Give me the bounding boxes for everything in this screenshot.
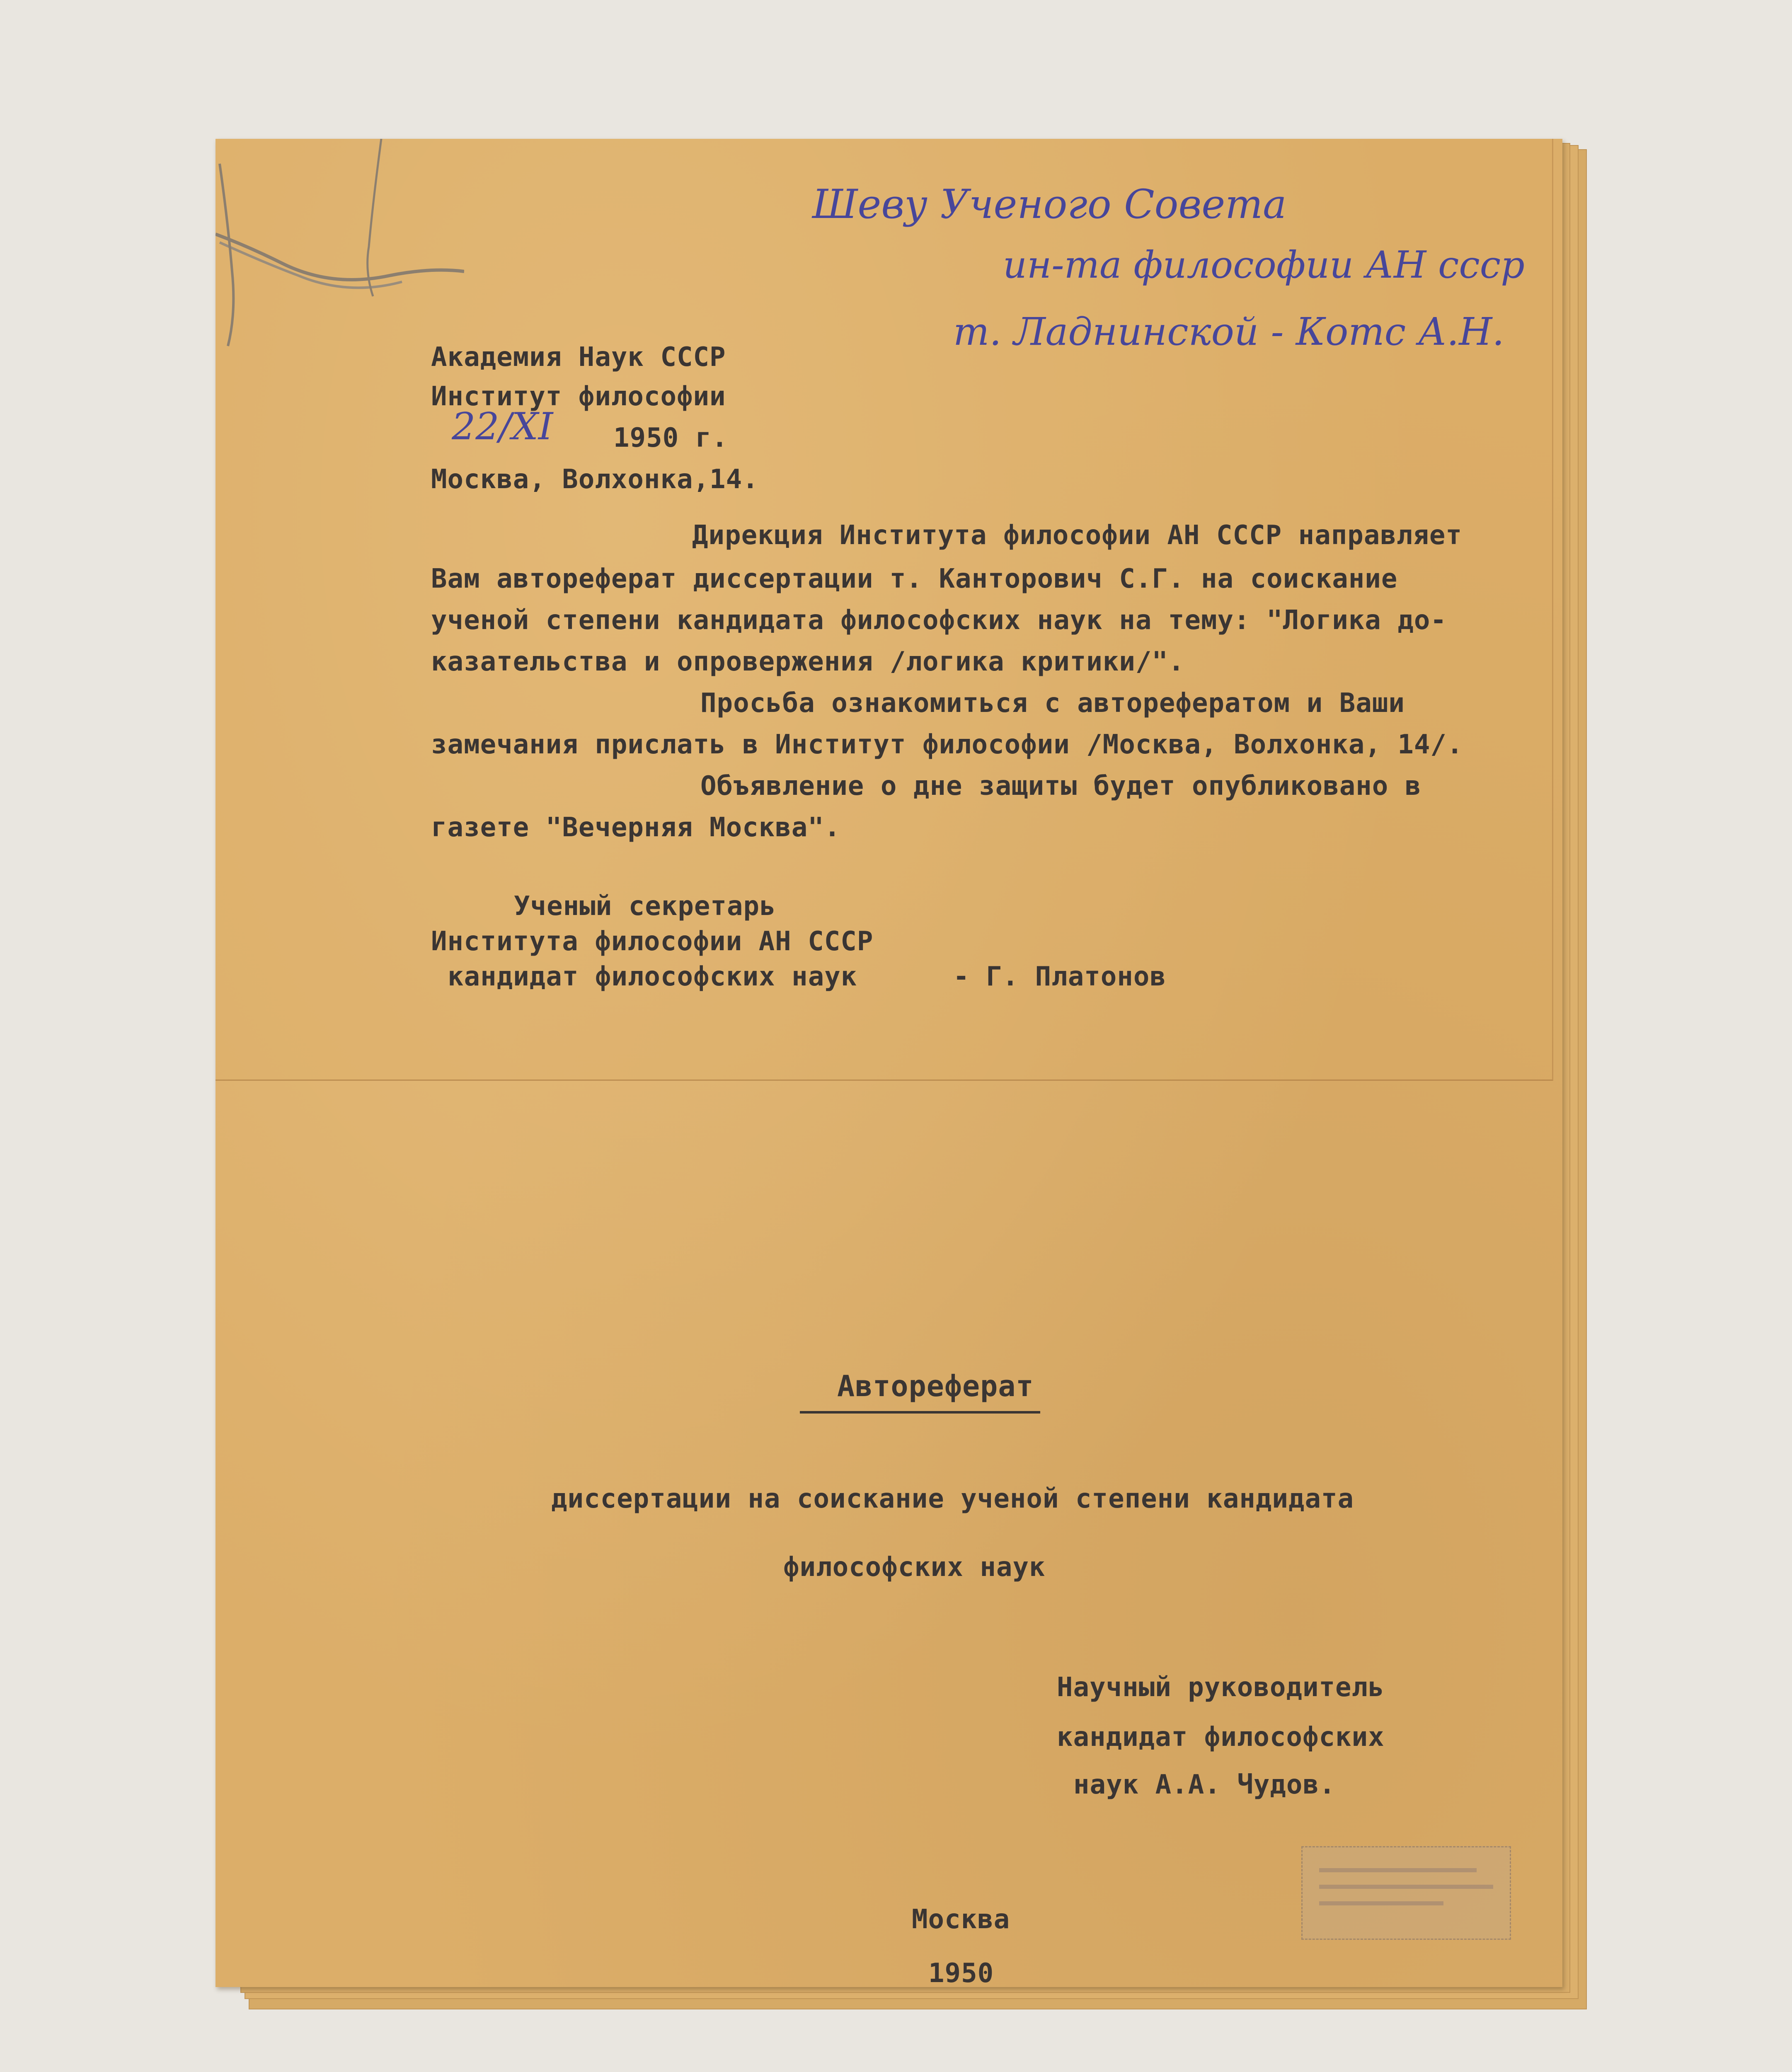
- body-paragraph2-line2: замечания прислать в Институт философии /Москва, Волхонка, 14/.: [431, 729, 1463, 760]
- handwritten-date: 22/XI: [452, 405, 553, 448]
- letterhead-address: Москва, Волхонка,14.: [431, 464, 759, 495]
- body-paragraph3-line1: Объявление о дне защиты будет опубликовано в: [700, 771, 1421, 801]
- cover-subtitle-line2: философских наук: [783, 1552, 1046, 1583]
- cover-advisor-line3: наук А.А. Чудов.: [1073, 1769, 1336, 1800]
- document-page: [216, 139, 1562, 1987]
- cover-year: 1950: [928, 1958, 994, 1989]
- signature-role1: Ученый секретарь: [514, 891, 776, 922]
- binding-string: [216, 139, 464, 354]
- handwritten-addressee-line3: т. Ладнинской - Котс А.Н.: [953, 310, 1504, 354]
- cover-title-underline: [800, 1411, 1040, 1414]
- cover-advisor-line1: Научный руководитель: [1057, 1672, 1385, 1703]
- cover-title: Автореферат: [837, 1369, 1034, 1403]
- letterhead-institute: Институт философии: [431, 381, 726, 412]
- handwritten-addressee-line1: Шеву Ученого Совета: [812, 181, 1287, 228]
- body-paragraph1-line4: казательства и опровержения /логика критики/".: [431, 646, 1185, 677]
- body-paragraph1-line3: ученой степени кандидата философских наук на тему: "Логика до-: [431, 605, 1447, 636]
- letterhead-year: 1950 г.: [613, 423, 728, 453]
- handwritten-addressee-line2: ин-та философии АН ссср: [1003, 243, 1525, 287]
- cover-subtitle-line1: диссертации на соискание ученой степени кандидата: [551, 1484, 1354, 1514]
- body-paragraph1-line2: Вам автореферат диссертации т. Канторович С.Г. на соискание: [431, 564, 1398, 594]
- cover-advisor-line2: кандидат философских: [1057, 1722, 1385, 1752]
- signature-role2: Института философии АН СССР: [431, 926, 874, 957]
- letterhead-academy: Академия Наук СССР: [431, 342, 726, 373]
- body-paragraph2-line1: Просьба ознакомиться с авторефератом и Ваши: [700, 688, 1405, 719]
- body-paragraph1-line1: Дирекция Института философии АН СССР направляет: [692, 520, 1462, 551]
- library-stamp: [1301, 1846, 1511, 1940]
- body-paragraph3-line2: газете "Вечерняя Москва".: [431, 812, 841, 843]
- signature-name: - Г. Платонов: [953, 961, 1166, 992]
- signature-role3: кандидат философских наук: [448, 961, 857, 992]
- cover-city: Москва: [912, 1904, 1010, 1935]
